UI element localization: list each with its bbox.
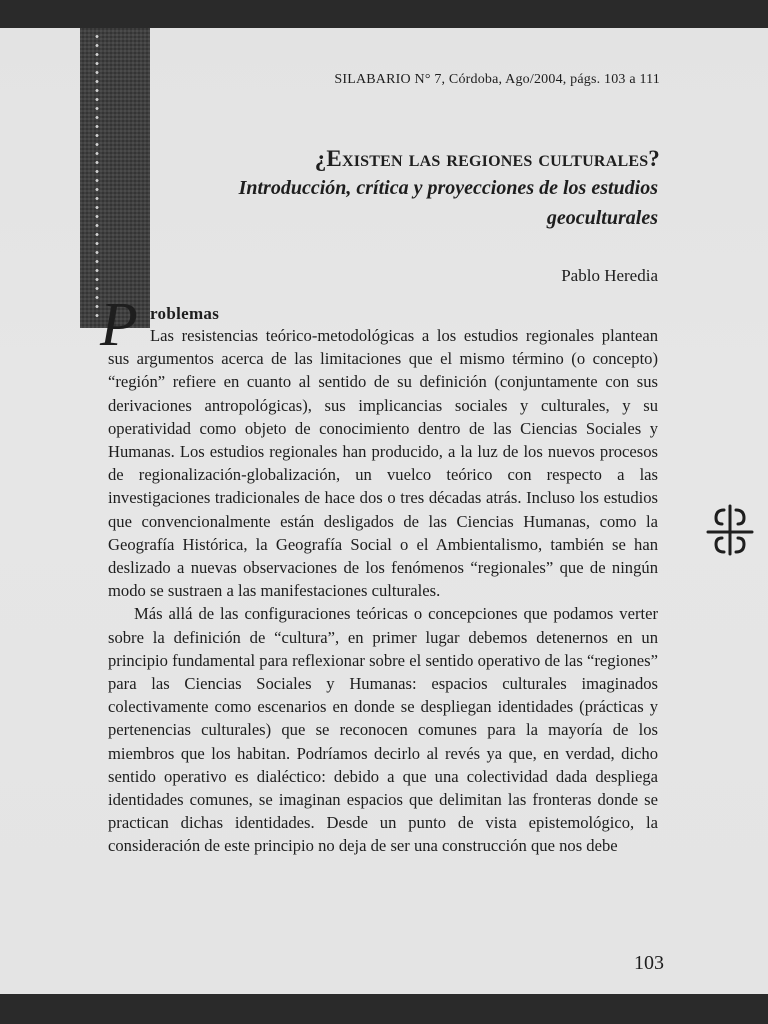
running-head: SILABARIO N° 7, Córdoba, Ago/2004, págs. 103 a 111 [334, 72, 660, 87]
body-text [108, 324, 658, 858]
article-title: ¿Existen las regiones culturales? [314, 146, 660, 171]
dotted-line-decoration [94, 32, 100, 322]
page-number: 103 [634, 952, 664, 974]
decorative-side-bar [80, 28, 150, 328]
paragraph: Las resistencias teórico-metodológicas a los estudios regionales plantean sus argumentos acerca de las limitaciones que el mismo término (o concepto) “región” refiere en cuanto al sentido de su definición (conjuntamente con sus derivaciones antropológicas), sus implicancias sociales y culturales, y su operatividad como objeto de conocimiento dentro de las Ciencias Sociales y Humanas. Los estudios regionales han producido, a la luz de los nuevos procesos de regionalización-globalización, un vuelco teórico con respecto a las investigaciones tradicionales de hace dos o tres décadas atrás. Incluso los estudios que convencionalmente están desligados de las Ciencias Humanas, como la Geografía Histórica, la Geografía Social o el Ambientalismo, también se han deslizado a nuevas observaciones de los fenómenos “regionales” que de ningún modo se sustraen a las manifestaciones culturales. [108, 326, 658, 601]
section-heading: roblemas [150, 304, 220, 323]
decorative-cross-ornament-icon [704, 502, 756, 558]
drop-cap: P [100, 291, 138, 359]
book-page [0, 28, 768, 994]
article-author: Pablo Heredia [561, 266, 658, 285]
paragraph: Más allá de las configuraciones teóricas o concepciones que podamos verter sobre la definición de “cultura”, en primer lugar debemos detenernos en un principio fundamental para reflexionar sobre el sentido operativo de las “regiones” para las Ciencias Sociales y Humanas: espacios culturales imaginados colectivamente como escenarios en donde se despliegan identidades (prácticas y pertenencias culturales) que se reconocen comunes para la mayoría de los miembros que los habitan. Podríamos decirlo al revés ya que, en verdad, dicho sentido operativo es dialéctico: debido a que una colectividad dada despliega identidades comunes, se imaginan espacios que delimitan las fronteras donde se practican dichas identidades. Desde un punto de vista epistemológico, la consideración de este principio no deja de ser una construcción que nos debe [108, 604, 658, 856]
article-subtitle: Introducción, crítica y proyecciones de los estudios geoculturales [238, 177, 658, 229]
